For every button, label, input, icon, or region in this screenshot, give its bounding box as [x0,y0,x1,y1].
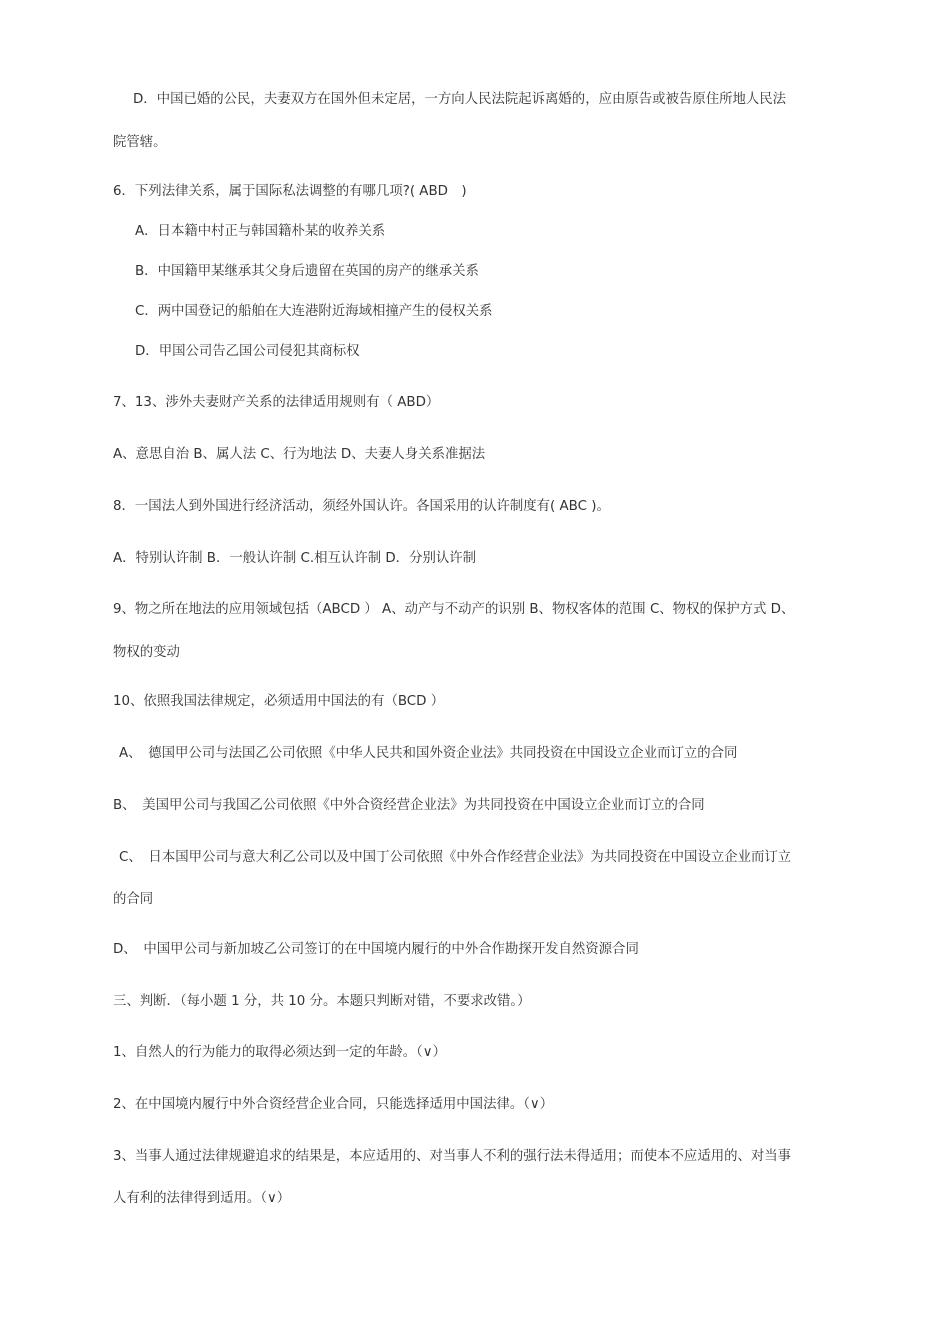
question-6-option-d: D．甲国公司告乙国公司侵犯其商标权 [135,344,360,359]
question-6: 6．下列法律关系，属于国际私法调整的有哪几项?( ABD ) [113,184,467,199]
question-10-option-d: D、 中国甲公司与新加坡乙公司签订的在中国境内履行的中外合作勘探开发自然资源合同 [113,942,639,957]
question-10: 10、依照我国法律规定，必须适用中国法的有（BCD ） [113,694,445,709]
question-9-line-2: 物权的变动 [113,645,180,660]
question-6-option-c: C．两中国登记的船舶在大连港附近海域相撞产生的侵权关系 [135,304,493,319]
section-3-heading: 三、判断．（每小题 1 分，共 10 分。本题只判断对错，不要求改错。） [113,994,531,1009]
question-7-options: A、意思自治 B、属人法 C、行为地法 D、夫妻人身关系准据法 [113,447,486,462]
question-10-option-c-line-2: 的合同 [113,892,154,907]
judgment-3-line-2: 人有利的法律得到适用。（∨） [113,1191,291,1206]
question-8-options: A．特别认许制 B．一般认许制 C.相互认许制 D．分别认许制 [113,551,477,566]
question-8: 8．一国法人到外国进行经济活动，须经外国认许。各国采用的认许制度有( ABC )。 [113,499,610,514]
judgment-1: 1、自然人的行为能力的取得必须达到一定的年龄。（∨） [113,1045,446,1060]
question-6-option-b: B．中国籍甲某继承其父身后遗留在英国的房产的继承关系 [135,264,479,279]
question-10-option-b: B、 美国甲公司与我国乙公司依照《中外合资经营企业法》为共同投资在中国设立企业而订立的合同 [113,798,705,813]
question-9-line-1: 9、物之所在地法的应用领域包括（ABCD ） A、动产与不动产的识别 B、物权客体的范围 C、物权的保护方式 D、 [113,602,795,617]
option-d-line-1: D．中国已婚的公民，夫妻双方在国外但未定居，一方向人民法院起诉离婚的，应由原告或被告原住所地人民法 [133,92,787,107]
option-d-line-2: 院管辖。 [113,135,167,150]
question-6-option-a: A．日本籍中村正与韩国籍朴某的收养关系 [135,224,386,239]
question-7: 7、13、涉外夫妻财产关系的法律适用规则有（ ABD） [113,395,440,410]
judgment-3-line-1: 3、当事人通过法律规避追求的结果是，本应适用的、对当事人不利的强行法未得适用；而使本不应适用的、对当事 [113,1149,792,1164]
question-10-option-a: A、 德国甲公司与法国乙公司依照《中华人民共和国外资企业法》共同投资在中国设立企业而订立的合同 [119,746,738,761]
judgment-2: 2、在中国境内履行中外合资经营企业合同，只能选择适用中国法律。（∨） [113,1097,554,1112]
question-10-option-c-line-1: C、 日本国甲公司与意大利乙公司以及中国丁公司依照《中外合作经营企业法》为共同投资在中国设立企业而订立 [119,850,792,865]
